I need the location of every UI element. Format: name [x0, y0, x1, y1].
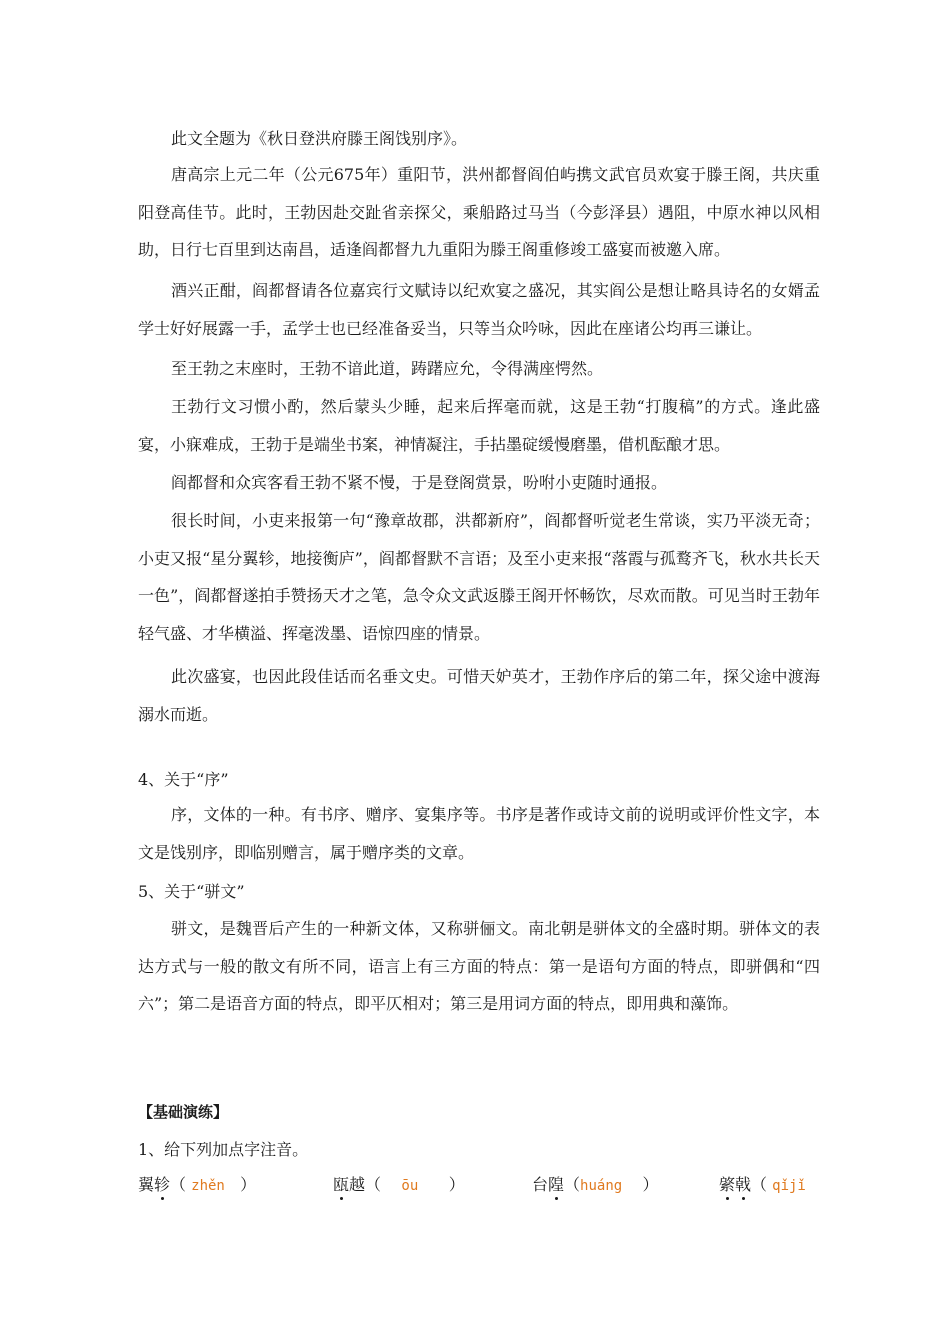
exercise-item-2: 瓯越（ ōu ）	[333, 1175, 465, 1194]
dotted-character: 綮	[719, 1175, 736, 1194]
exercise-item-4: 綮戟（ qǐjǐ	[719, 1175, 806, 1194]
dotted-character: 轸	[154, 1175, 171, 1194]
section-heading-pianwen: 5、关于“骈文”	[138, 882, 245, 901]
paragraph-turn: 至王勃之末座时，王勃不谙此道，踌躇应允，令得满座愕然。	[171, 359, 604, 378]
pinyin-answer: zhěn	[191, 1178, 225, 1194]
exercise-item-1: 翼轸（ zhěn ）	[138, 1175, 257, 1194]
section-body-preface: 序，文体的一种。有书序、赠序、宴集序等。书序是著作或诗文前的说明或评价性文字，本文是饯别序，即临别赠言，属于赠序类的文章。	[138, 805, 820, 862]
exercise-title: 【基础演练】	[138, 1103, 229, 1121]
dotted-character: 戟	[735, 1175, 752, 1194]
section-body-pianwen: 骈文，是魏晋后产生的一种新文体，又称骈俪文。南北朝是骈体文的全盛时期。骈体文的表达方式与一般的散文有所不同，语言上有三方面的特点：第一是语句方面的特点，即骈偶和“四六”；第二是语音方面的特点，即平仄相对；第三是用词方面的特点，即用典和藻饰。	[138, 919, 820, 1013]
pinyin-answer: qǐjǐ	[772, 1178, 806, 1194]
paragraph-sightseeing: 阎都督和众宾客看王勃不紧不慢，于是登阁赏景，吩咐小吏随时通报。	[171, 473, 668, 492]
paragraph-title-note: 此文全题为《秋日登洪府滕王阁饯别序》。	[171, 129, 468, 148]
exercise-item-3: 台隍（huáng ）	[532, 1175, 659, 1194]
section-heading-preface: 4、关于“序”	[138, 770, 229, 789]
paragraph-banquet: 酒兴正酣，阎都督请各位嘉宾行文赋诗以纪欢宴之盛况，其实阎公是想让略具诗名的女婿孟学士好好展露一手，孟学士也已经准备妥当，只等当众吟咏，因此在座诸公均再三谦让。	[138, 281, 820, 338]
pinyin-answer: huáng	[580, 1178, 623, 1194]
dotted-character: 瓯	[333, 1175, 350, 1194]
pinyin-exercise-row	[0, 1172, 950, 1198]
paragraph-reports: 很长时间，小吏来报第一句“豫章故郡，洪都新府”，阎都督听觉老生常谈，实乃平淡无奇；小吏又报“星分翼轸，地接衡庐”，阎都督默不言语；及至小吏来报“落霞与孤鹜齐飞，秋水共长天一色”，阎都督遂拍手赞扬天才之笔，急令众文武返滕王阁开怀畅饮，尽欢而散。可见当时王勃年轻气盛、才华横溢、挥毫泼墨、语惊四座的情景。	[138, 511, 820, 643]
pinyin-answer: ōu	[401, 1178, 419, 1194]
exercise-question: 1、给下列加点字注音。	[138, 1140, 309, 1159]
paragraph-legacy: 此次盛宴，也因此段佳话而名垂文史。可惜天妒英才，王勃作序后的第二年，探父途中渡海溺水而逝。	[138, 667, 820, 724]
paragraph-drafting: 王勃行文习惯小酌，然后蒙头少睡，起来后挥毫而就，这是王勃“打腹稿”的方式。逢此盛宴，小寐难成，王勃于是端坐书案，神情凝注，手拈墨碇缓慢磨墨，借机酝酿才思。	[138, 397, 820, 454]
paragraph-background: 唐高宗上元二年（公元675年）重阳节，洪州都督阎伯屿携文武官员欢宴于滕王阁，共庆重阳登高佳节。此时，王勃因赴交趾省亲探父，乘船路过马当（今彭泽县）遇阻，中原水神以风相助，日行七百里到达南昌，适逢阎都督九九重阳为滕王阁重修竣工盛宴而被邀入席。	[138, 165, 820, 259]
dotted-character: 隍	[548, 1175, 565, 1194]
